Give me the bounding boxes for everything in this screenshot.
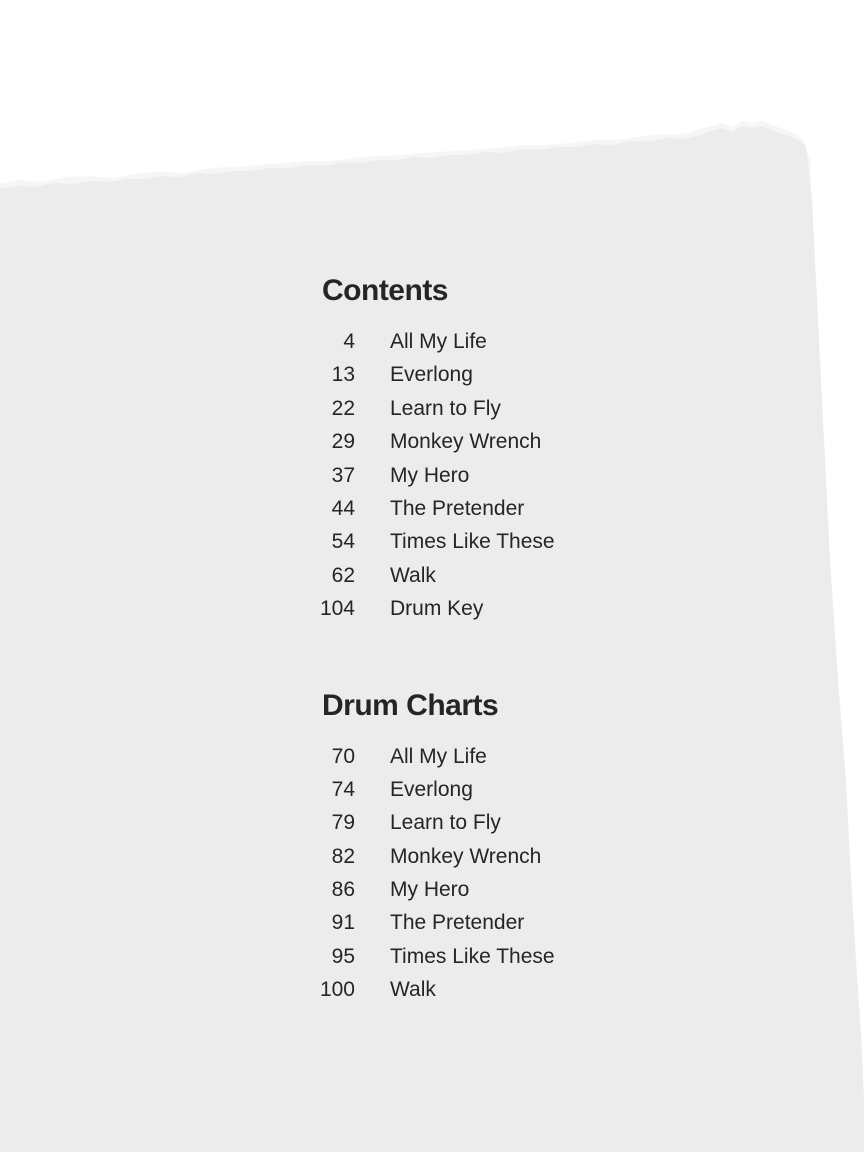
- toc-entry-page-number: 79: [331, 811, 355, 835]
- toc-entry-song-title: My Hero: [390, 463, 470, 487]
- toc-entry-page-number: 100: [319, 978, 355, 1002]
- toc-entry-page-number: 44: [331, 496, 355, 520]
- toc-entry-song-title: Times Like These: [390, 530, 555, 554]
- toc-entry-song-title: Monkey Wrench: [390, 430, 542, 454]
- toc-entry-song-title: Walk: [390, 978, 436, 1002]
- toc-entry-row: [300, 906, 720, 939]
- toc-entry-row: [300, 425, 720, 458]
- toc-entry-page-number: 13: [331, 363, 355, 387]
- toc-entry-page-number: 86: [331, 878, 355, 902]
- toc-entry-row: [300, 592, 720, 625]
- toc-entry-row: [300, 940, 720, 973]
- toc-entry-song-title: My Hero: [390, 878, 470, 902]
- toc-entry-song-title: All My Life: [390, 330, 487, 353]
- drum-charts-heading: Drum Charts: [322, 688, 499, 722]
- toc-entry-page-number: 82: [331, 844, 355, 868]
- toc-entry-song-title: Drum Key: [390, 597, 484, 621]
- toc-entry-page-number: 104: [319, 597, 355, 621]
- toc-entry-row: [300, 525, 720, 558]
- table-of-contents: [300, 276, 720, 1072]
- toc-entry-page-number: 54: [331, 530, 355, 554]
- toc-entry-song-title: Times Like These: [390, 944, 555, 968]
- toc-entry-row: [300, 806, 720, 839]
- toc-entry-row: [300, 459, 720, 492]
- toc-entry-row: [300, 973, 720, 1006]
- toc-entry-page-number: 91: [331, 911, 355, 935]
- toc-entry-row: [300, 740, 720, 773]
- drum-charts-section: [300, 688, 720, 1007]
- toc-entry-page-number: 70: [331, 744, 355, 768]
- toc-entry-row: [300, 873, 720, 906]
- toc-entry-page-number: 95: [331, 944, 355, 968]
- toc-entry-song-title: Learn to Fly: [390, 811, 501, 835]
- toc-entry-song-title: Monkey Wrench: [390, 844, 542, 868]
- toc-entry-row: [300, 392, 720, 425]
- contents-heading: Contents: [322, 274, 448, 307]
- toc-entry-row: [300, 358, 720, 391]
- toc-entry-row: [300, 773, 720, 806]
- toc-entry-page-number: 62: [331, 563, 355, 587]
- toc-entry-page-number: 37: [331, 463, 355, 487]
- toc-entry-page-number: 29: [331, 430, 355, 454]
- toc-entry-song-title: Learn to Fly: [390, 396, 501, 420]
- toc-entry-row: [300, 840, 720, 873]
- toc-entry-song-title: Everlong: [390, 777, 473, 801]
- contents-entry-list: [300, 325, 720, 626]
- toc-entry-song-title: The Pretender: [390, 911, 525, 935]
- toc-entry-page-number: 4: [343, 330, 355, 353]
- contents-section: [300, 276, 720, 626]
- drum-charts-entry-list: [300, 740, 720, 1007]
- toc-entry-page-number: 22: [331, 396, 355, 420]
- toc-entry-row: [300, 325, 720, 358]
- toc-entry-song-title: Everlong: [390, 363, 473, 387]
- toc-entry-row: [300, 559, 720, 592]
- toc-entry-row: [300, 492, 720, 525]
- toc-entry-song-title: The Pretender: [390, 496, 525, 520]
- toc-entry-song-title: All My Life: [390, 744, 487, 768]
- toc-entry-page-number: 74: [331, 777, 355, 801]
- toc-entry-song-title: Walk: [390, 563, 436, 587]
